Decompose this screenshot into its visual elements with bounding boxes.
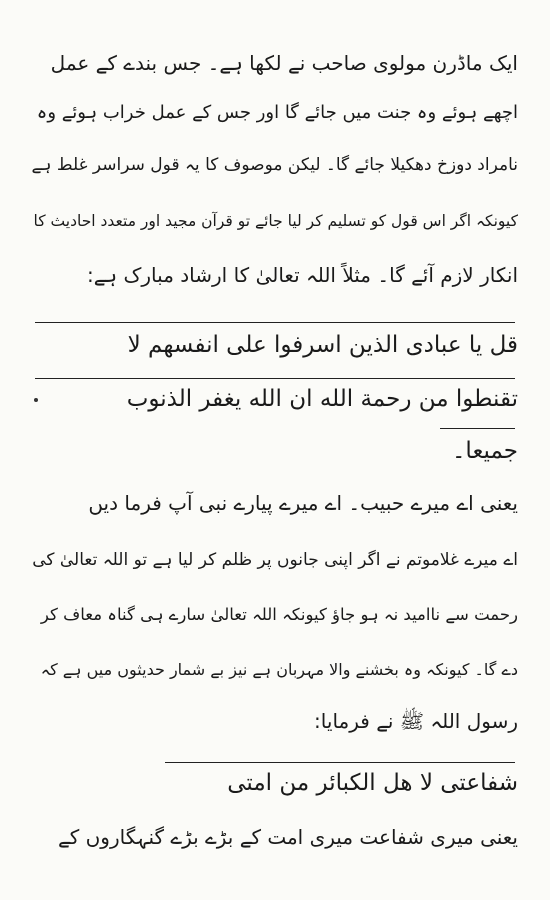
ink-dot-mark xyxy=(34,398,38,402)
hadith-rule-top xyxy=(165,762,515,763)
hadith-quote: شفاعتی لا هل الکبائر من امتی xyxy=(227,770,518,796)
quran-quote-line-2: تقنطوا من رحمة الله ان الله يغفر الذنوب xyxy=(126,386,518,412)
paragraph-3-line-1: یعنی میری شفاعت میری امت کے بڑے بڑے گنہگاروں کے xyxy=(58,825,518,849)
quran-quote-line-3: جمیعا۔ xyxy=(451,438,518,464)
quote-rule-top xyxy=(35,322,515,323)
paragraph-2-line-5: رسول اللہ ﷺ نے فرمایا: xyxy=(314,709,518,733)
quran-quote-line-1: قل یا عبادی الذین اسرفوا علی انفسهم لا xyxy=(127,332,518,358)
paragraph-2-line-1: یعنی اے میرے حبیب۔ اے میرے پیارے نبی آپ فرما دیں xyxy=(88,491,518,515)
paragraph-1-line-4: کیونکہ اگر اس قول کو تسلیم کر لیا جائے تو قرآن مجید اور متعدد احادیث کا xyxy=(33,212,518,230)
paragraph-1-line-5: انکار لازم آئے گا۔ مثلاً اللہ تعالیٰ کا ارشاد مبارک ہے: xyxy=(86,263,518,287)
paragraph-2-line-2: اے میرے غلاموتم نے اگر اپنی جانوں پر ظلم کر لیا ہے تو اللہ تعالیٰ کی xyxy=(32,550,518,570)
quote-rule-middle xyxy=(35,378,515,379)
paragraph-1-line-3: نامراد دوزخ دھکیلا جائے گا۔ لیکن موصوف کا یہ قول سراسر غلط ہے xyxy=(31,155,518,175)
paragraph-2-line-3: رحمت سے ناامید نہ ہو جاؤ کیونکہ اللہ تعالیٰ سارے ہی گناہ معاف کر xyxy=(40,605,518,624)
quote-rule-short xyxy=(440,428,515,429)
paragraph-2-line-4: دے گا۔ کیونکہ وہ بخشنے والا مہربان ہے نیز بے شمار حدیثوں میں ہے کہ xyxy=(40,660,518,679)
paragraph-1-line-2: اچھے ہوئے وہ جنت میں جائے گا اور جس کے عمل خراب ہوئے وہ xyxy=(36,102,518,123)
paragraph-1-line-1: ایک ماڈرن مولوی صاحب نے لکھا ہے۔ جس بندے کے عمل xyxy=(50,51,518,75)
